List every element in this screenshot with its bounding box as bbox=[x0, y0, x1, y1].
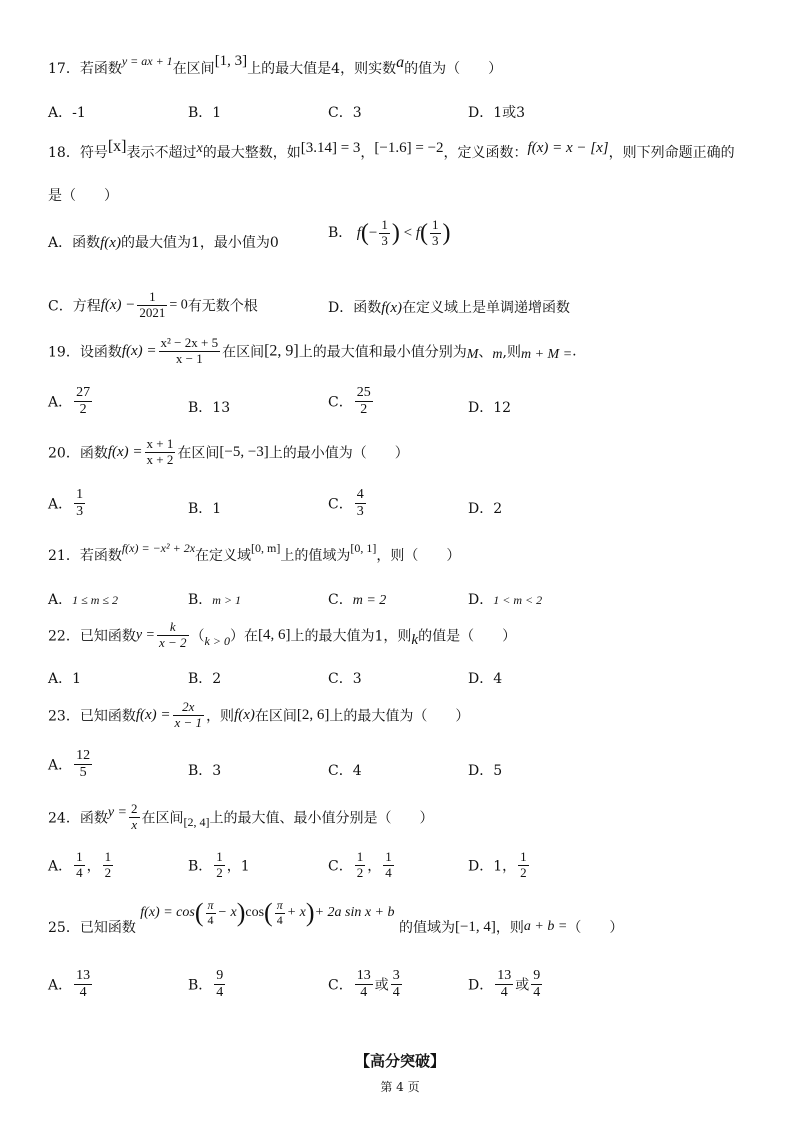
option-b[interactable]: B． $\frac{9}{4}$ bbox=[188, 968, 224, 1001]
option-a[interactable]: A． $\frac{12}{5}$ bbox=[48, 748, 91, 781]
option-d[interactable]: D．2 bbox=[468, 501, 503, 517]
math-variable: x bbox=[196, 141, 203, 156]
option-b[interactable]: B．1 bbox=[188, 501, 222, 517]
question-text: ，则下列命题正确的 bbox=[608, 145, 735, 161]
math-inequality: f(− $\frac{1}{3}$ ) < f( $\frac{1}{3}$ ) bbox=[356, 217, 451, 248]
math-interval: [−1, 4] bbox=[454, 918, 496, 935]
option-a[interactable]: A．1 bbox=[48, 671, 82, 687]
option-d[interactable]: D．12 bbox=[468, 400, 512, 416]
option-c[interactable]: C． $\frac{13}{4}$ 或 $\frac{3}{4}$ bbox=[328, 968, 400, 1001]
math-expression: f(x) = −x² + 2x bbox=[121, 541, 196, 555]
section-title: 【高分突破】 bbox=[354, 1052, 445, 1070]
math-interval: [1, 3] bbox=[214, 53, 248, 69]
question-text: 上的最大值是4，则实数 bbox=[247, 61, 397, 77]
math-variable: a bbox=[396, 54, 405, 71]
option-c[interactable]: C． $\frac{25}{2}$ bbox=[328, 385, 371, 418]
question-text: ， bbox=[360, 145, 375, 161]
math-variable: M bbox=[466, 347, 479, 363]
option-d[interactable]: D．5 bbox=[468, 763, 503, 779]
question-text: 上的值域为 bbox=[280, 548, 351, 564]
option-b[interactable]: B．3 bbox=[188, 763, 222, 779]
math-expression: y = ax + 1 bbox=[121, 54, 173, 68]
math-function: f(x) bbox=[234, 706, 255, 723]
question-25-stem: 25．已知函数 bbox=[48, 920, 136, 936]
question-text: 在区间 bbox=[254, 708, 297, 725]
math-variable: k bbox=[411, 631, 419, 648]
question-18-stem: 18．符号 bbox=[48, 145, 108, 161]
math-expression: a + b = bbox=[523, 919, 568, 934]
question-text: 的最大整数，如 bbox=[202, 145, 301, 161]
math-interval: [4, 6] bbox=[257, 626, 291, 643]
math-variable: m bbox=[492, 347, 503, 363]
question-text: 上的最小值为（ ） bbox=[268, 445, 409, 462]
math-expression: y = bbox=[107, 805, 127, 821]
option-d[interactable]: D．1或3 bbox=[468, 105, 526, 121]
question-23 bbox=[48, 700, 469, 731]
question-22 bbox=[48, 620, 516, 651]
option-b[interactable]: B． f(− $\frac{1}{3}$ ) < f( $\frac{1}{3}$ ) bbox=[328, 217, 451, 248]
question-text: 上的最大值为（ ） bbox=[329, 708, 470, 725]
math-function-def: f(x) = cos( $\frac{\pi}{4}$ − x)cos( $\frac{\pi}{4}$ + x)+ 2a sin x + b bbox=[140, 897, 395, 927]
option-a[interactable]: A．函数f(x)的最大值为1，最小值为0 bbox=[48, 235, 279, 251]
question-25 bbox=[48, 897, 624, 936]
question-text: 表示不超过 bbox=[126, 145, 197, 161]
math-expression: m + M = bbox=[520, 347, 573, 363]
question-text: . bbox=[572, 343, 577, 360]
option-d[interactable]: D．1 < m < 2 bbox=[468, 592, 543, 608]
question-24-stem: 24．函数 bbox=[48, 810, 108, 827]
math-fraction: $\frac{\text{x² − 2x + 5}}{x - 1}$ bbox=[160, 335, 219, 366]
question-text: 的值为（ ） bbox=[404, 61, 503, 77]
option-c[interactable]: C．m = 2 bbox=[328, 592, 387, 608]
option-c[interactable]: C．方程f(x) − $\frac{1}{2021}$ = 0有无数个根 bbox=[48, 289, 258, 320]
question-21 bbox=[48, 541, 461, 565]
question-21-stem: 21．若函数 bbox=[48, 548, 122, 564]
math-example: [3.14] = 3 bbox=[300, 140, 361, 156]
math-expression: f(x) = bbox=[121, 342, 157, 359]
question-19 bbox=[48, 336, 577, 367]
option-d[interactable]: D． $\frac{13}{4}$ 或 $\frac{9}{4}$ bbox=[468, 968, 541, 1001]
option-c[interactable]: C．3 bbox=[328, 105, 362, 121]
question-18 bbox=[48, 138, 735, 162]
option-d[interactable]: D．函数f(x)在定义域上是单调递增函数 bbox=[328, 300, 571, 316]
question-20-stem: 20．函数 bbox=[48, 445, 108, 462]
question-text: 上的最大值为1，则 bbox=[290, 628, 412, 645]
option-b[interactable]: B．2 bbox=[188, 671, 222, 687]
question-text: ，则（ ） bbox=[376, 548, 461, 564]
question-20 bbox=[48, 437, 409, 468]
option-d[interactable]: D．1， $\frac{1}{2}$ bbox=[468, 849, 527, 880]
question-17-stem: 17．若函数 bbox=[48, 61, 122, 77]
question-text: 在区间 bbox=[222, 344, 265, 361]
question-24 bbox=[48, 802, 434, 833]
math-interval: [0, 1] bbox=[350, 541, 377, 555]
math-interval: [2, 6] bbox=[296, 706, 330, 723]
math-floor-x: [x] bbox=[107, 138, 127, 155]
question-23-stem: 23．已知函数 bbox=[48, 708, 136, 725]
math-function-def: f(x) = x − [x] bbox=[527, 140, 609, 156]
math-example: [−1.6] = −2 bbox=[374, 140, 444, 156]
option-c[interactable]: C．3 bbox=[328, 671, 362, 687]
option-a[interactable]: A． $\frac{13}{4}$ bbox=[48, 968, 91, 1001]
option-a[interactable]: A． $\frac{27}{2}$ bbox=[48, 385, 91, 418]
option-c[interactable]: C． $\frac{4}{3}$ bbox=[328, 487, 364, 520]
option-b[interactable]: B． $\frac{1}{2}$ ，1 bbox=[188, 849, 250, 880]
math-interval: [2, 9] bbox=[264, 342, 299, 360]
question-text: ,则 bbox=[502, 344, 521, 361]
option-c[interactable]: C．4 bbox=[328, 763, 362, 779]
option-b[interactable]: B．13 bbox=[188, 400, 231, 416]
math-interval: [−5, −3] bbox=[219, 443, 269, 460]
question-text: 的值域为 bbox=[398, 920, 455, 936]
math-fraction: $\frac{x + 1}{x + 2}$ bbox=[146, 436, 174, 467]
question-19-stem: 19．设函数 bbox=[48, 344, 122, 361]
question-text: ，则 bbox=[206, 708, 235, 725]
question-text: 在定义域 bbox=[195, 548, 252, 564]
question-text: ，定义函数： bbox=[443, 145, 528, 161]
question-text: 在区间 bbox=[141, 810, 184, 827]
question-text: 在区间 bbox=[177, 445, 220, 462]
question-text: 在区间 bbox=[172, 61, 215, 77]
question-text: 上的最大值、最小值分别是（ ） bbox=[209, 810, 434, 827]
math-expression: f(x) = bbox=[135, 706, 171, 723]
math-fraction: $\frac{2x}{x - 1}$ bbox=[174, 699, 203, 730]
question-18-line2: 是（ ） bbox=[48, 188, 118, 204]
option-a[interactable]: A． $\frac{1}{4}$ ， $\frac{1}{2}$ bbox=[48, 849, 112, 880]
question-text: 上的最大值和最小值分别为 bbox=[298, 344, 467, 361]
math-expression: f(x) = bbox=[107, 443, 143, 460]
question-text: ，则 bbox=[495, 920, 524, 936]
option-b[interactable]: B．1 bbox=[188, 105, 222, 121]
math-interval: [2, 4] bbox=[183, 814, 210, 829]
question-text: 、 bbox=[478, 344, 493, 361]
question-22-stem: 22．已知函数 bbox=[48, 628, 136, 645]
option-d[interactable]: D．4 bbox=[468, 671, 503, 687]
option-a[interactable]: A． $\frac{1}{3}$ bbox=[48, 487, 84, 520]
question-text: （ ） bbox=[567, 920, 624, 936]
option-c[interactable]: C． $\frac{1}{2}$ ， $\frac{1}{4}$ bbox=[328, 849, 392, 880]
question-text: （ bbox=[190, 628, 205, 645]
option-b[interactable]: B．m > 1 bbox=[188, 592, 242, 608]
page-number: 第 4 页 bbox=[380, 1080, 420, 1094]
math-fraction: $\frac{k}{x - 2}$ bbox=[159, 619, 187, 650]
option-a[interactable]: A．1 ≤ m ≤ 2 bbox=[48, 592, 118, 608]
math-interval: [0, m] bbox=[251, 541, 281, 555]
math-expression: y = bbox=[135, 627, 155, 643]
option-a[interactable]: A．-1 bbox=[48, 105, 86, 121]
math-condition: k > 0 bbox=[204, 633, 230, 648]
math-fraction: $\frac{2}{x}$ bbox=[131, 801, 138, 832]
question-text: 的值是（ ） bbox=[418, 628, 517, 645]
question-17 bbox=[48, 53, 503, 78]
question-text: ）在 bbox=[229, 628, 258, 645]
